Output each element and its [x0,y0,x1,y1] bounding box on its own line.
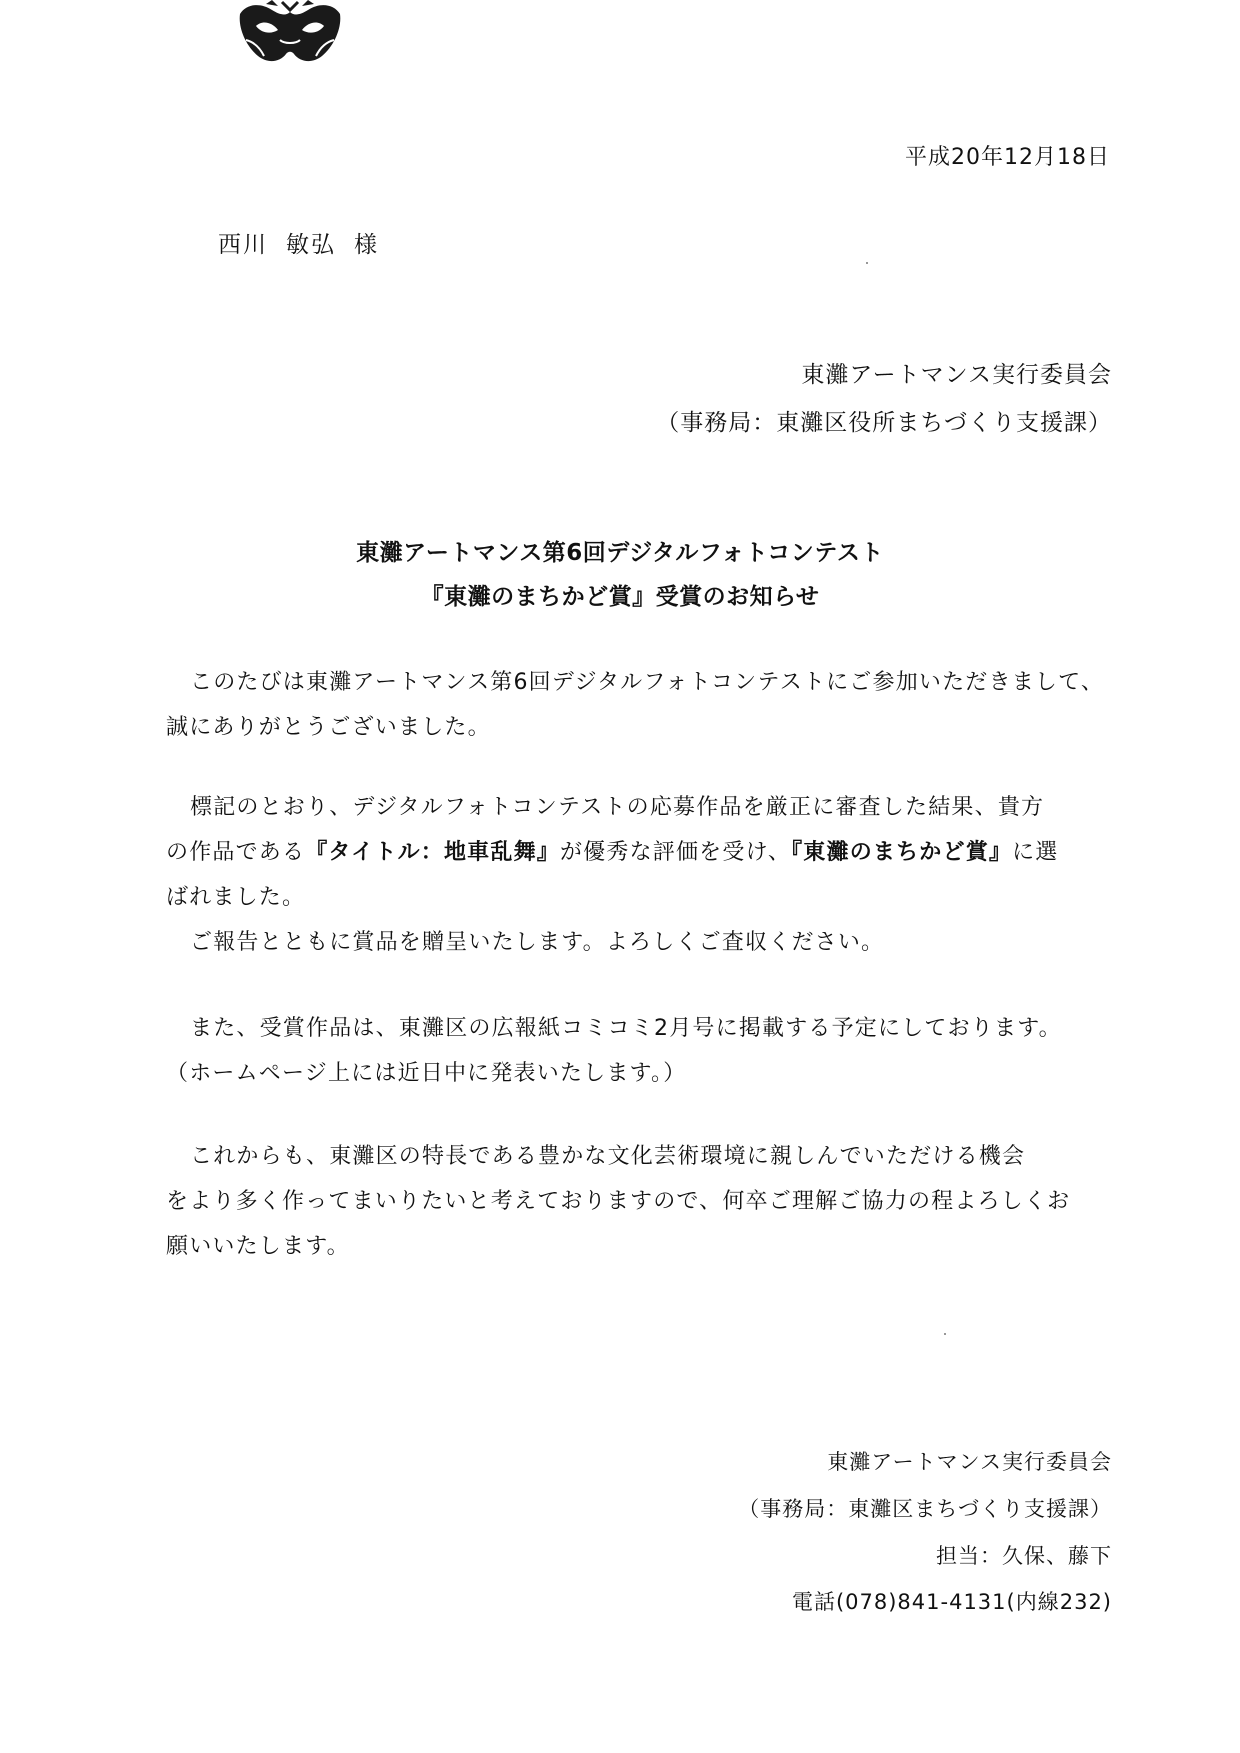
letter-title-line1: 東灘アートマンス第6回デジタルフォトコンテスト [356,540,884,566]
footer-organization: 東灘アートマンス実行委員会 [827,1450,1112,1474]
text-fragment: に選 [1012,840,1059,865]
sender-organization: 東灘アートマンス実行委員会 [801,362,1112,388]
recipient [218,226,397,259]
body-line-with-award [166,830,1126,875]
scan-speck [944,1333,946,1335]
body-line: ばれました。 [166,885,306,910]
body-line: これからも、東灘区の特長である豊かな文化芸術環境に親しんでいただける機会 [190,1144,1026,1169]
footer-office: （事務局：東灘区まちづくり支援課） [738,1497,1112,1521]
recipient-family-name: 西川 [218,232,268,258]
body-line: 願いいたします。 [166,1234,350,1259]
body-line: また、受賞作品は、東灘区の広報紙コミコミ2月号に掲載する予定にしております。 [190,1016,1062,1041]
recipient-honorific: 様 [354,232,379,258]
footer-contact: 担当：久保、藤下 [936,1544,1112,1568]
mask-logo-icon [236,0,344,68]
body-line: 誠にありがとうございました。 [166,715,491,740]
award-name: 『東灘のまちかど賞』 [791,840,1013,865]
sender-office: （事務局：東灘区役所まちづくり支援課） [656,410,1112,436]
footer-phone: 電話(078)841-4131(内線232) [791,1590,1112,1614]
recipient-given-name: 敏弘 [286,232,336,258]
body-line: 標記のとおり、デジタルフォトコンテストの応募作品を厳正に審査した結果、貴方 [190,795,1045,820]
letter-title-line2: 『東灘のまちかど賞』受賞のお知らせ [420,584,820,610]
letter-date: 平成20年12月18日 [905,145,1110,170]
body-line: ご報告とともに賞品を贈呈いたします。よろしくご査収ください。 [190,930,885,955]
text-fragment: の作品である [166,840,306,865]
body-line: このたびは東灘アートマンス第6回デジタルフォトコンテストにご参加いただきまして、 [190,670,1105,695]
body-paragraph-4 [166,1134,1126,1269]
body-paragraph-3 [166,1006,1126,1096]
body-paragraph-2 [166,785,1126,965]
scan-speck [866,262,868,264]
text-fragment: が優秀な評価を受け、 [559,840,792,865]
body-paragraph-1 [166,660,1126,750]
body-line: をより多く作ってまいりたいと考えておりますので、何卒ご理解ご協力の程よろしくお [166,1189,1071,1214]
body-line: （ホームページ上には近日中に発表いたします。） [166,1061,687,1086]
work-title: 『タイトル：地車乱舞』 [305,840,560,865]
